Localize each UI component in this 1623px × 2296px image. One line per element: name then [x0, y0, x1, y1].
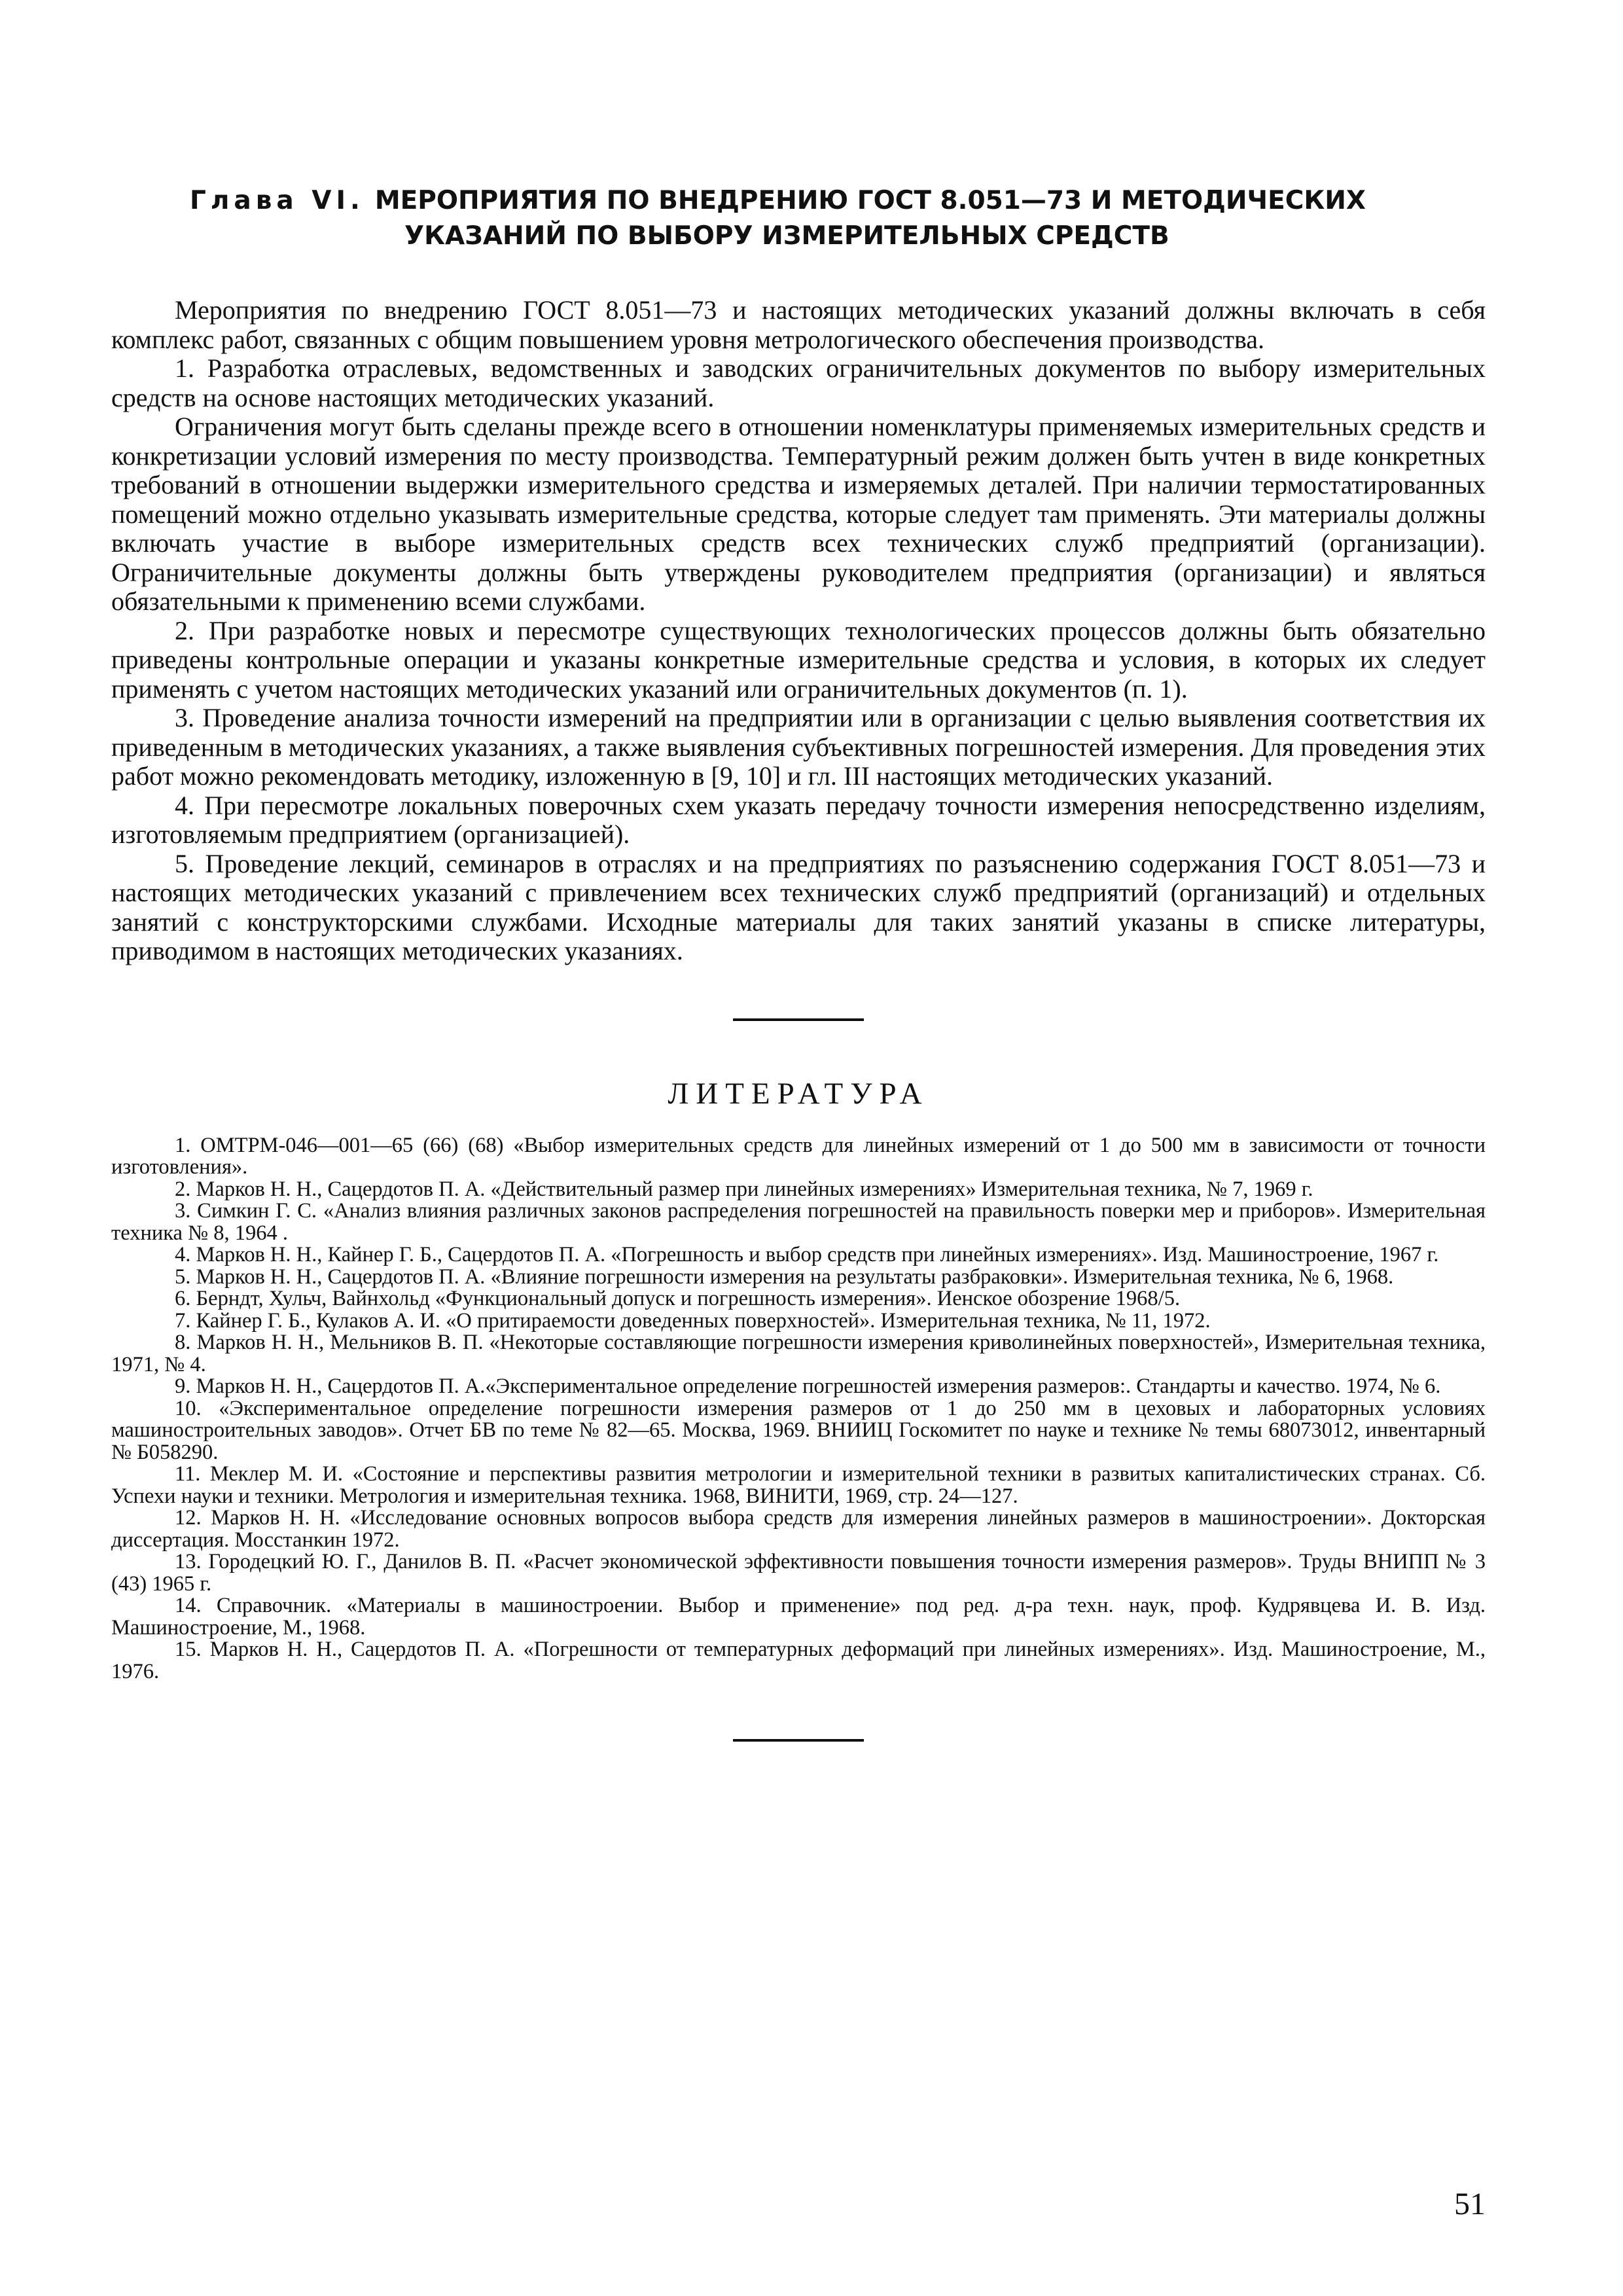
literature-item: 15. Марков Н. Н., Сацердотов П. А. «Погрешности от температурных деформаций при линейных измерениях». Изд. Машиностроение, М., 1976.: [111, 1638, 1486, 1683]
paragraph-item-2: 2. При разработке новых и пересмотре существующих технологических процессов должны быть обязательно приведены контрольные операции и указаны конкретные измерительные средства и условия, в которых их следует применять с учетом настоящих методических указаний или ограничительных документов (п. 1).: [111, 615, 1486, 704]
paragraph-item-4: 4. При пересмотре локальных поверочных схем указать передачу точности измерения непосредственно изделиям, изготовляемым предприятием (организацией).: [111, 790, 1486, 849]
literature-item: 10. «Экспериментальное определение погрешности измерения размеров от 1 до 250 мм в цеховых и лабораторных условиях машиностроительных заводов». Отчет БВ по теме № 82—65. Москва, 1969. ВНИИЦ Госкомитет по науке и технике № темы 68073012, инвентарный № Б058290.: [111, 1396, 1486, 1464]
literature-item: 12. Марков Н. Н. «Исследование основных вопросов выбора средств для измерения линейных размеров в машиностроении». Докторская диссертация. Мосстанкин 1972.: [111, 1506, 1486, 1552]
chapter-label: Глава VI.: [190, 186, 365, 215]
literature-item: 2. Марков Н. Н., Сацердотов П. А. «Действительный размер при линейных измерениях» Измерительная техника, № 7, 1969 г.: [175, 1177, 1313, 1201]
chapter-title-line-2: УКАЗАНИЙ ПО ВЫБОРУ ИЗМЕРИТЕЛЬНЫХ СРЕДСТВ: [404, 221, 1169, 251]
paragraph-item-1: 1. Разработка отраслевых, ведомственных и заводских ограничительных документов по выбору измерительных средств на основе настоящих методических указаний.: [111, 353, 1486, 412]
chapter-heading: [111, 183, 1486, 254]
paragraph-item-1-details: Ограничения могут быть сделаны прежде всего в отношении номенклатуры применяемых измерительных средств и конкретизации условий измерения по месту производства. Температурный режим должен быть учтен в виде конкретных требований в отношении выдержки измерительного средства и измеряемых деталей. При наличии термостатированных помещений можно отдельно указывать измерительные средства, которые следует там применять. Эти материалы должны включать участие в выборе измерительных средств всех технических служб предприятий (организации). Ограничительные документы должны быть утверждены руководителем предприятия (организации) и являться обязательными к применению всеми службами.: [111, 412, 1486, 616]
chapter-title-line-1: МЕРОПРИЯТИЯ ПО ВНЕДРЕНИЮ ГОСТ 8.051—73 И МЕТОДИЧЕСКИХ: [374, 186, 1366, 215]
literature-item: 11. Меклер М. И. «Состояние и перспективы развития метрологии и измерительной техники в развитых капиталистических странах. Сб. Успехи науки и техники. Метрология и измерительная техника. 1968, ВИНИТИ, 1969, стр. 24—127.: [111, 1462, 1486, 1508]
literature-heading: ЛИТЕРАТУРА: [668, 1076, 929, 1111]
end-divider: [733, 1739, 864, 1742]
chapter-body: [111, 296, 1486, 966]
literature-list: [111, 1135, 1486, 1683]
literature-item: 6. Берндт, Хульч, Вайнхольд «Функциональный допуск и погрешность измерения». Иенское обозрение 1968/5.: [175, 1287, 1181, 1310]
literature-item: 9. Марков Н. Н., Сацердотов П. А.«Экспериментальное определение погрешностей измерения размеров:. Стандарты и качество. 1974, № 6.: [175, 1374, 1441, 1398]
literature-item: 3. Симкин Г. С. «Анализ влияния различных законов распределения погрешностей на правильность поверки мер и приборов». Измерительная техника № 8, 1964 .: [111, 1199, 1486, 1245]
literature-item: 5. Марков Н. Н., Сацердотов П. А. «Влияние погрешности измерения на результаты разбраковки». Измерительная техника, № 6, 1968.: [175, 1265, 1394, 1289]
literature-item: 1. ОМТРМ-046—001—65 (66) (68) «Выбор измерительных средств для линейных измерений от 1 до 500 мм в зависимости от точности изготовления».: [111, 1133, 1486, 1179]
literature-item: 13. Городецкий Ю. Г., Данилов В. П. «Расчет экономической эффективности повышения точности измерения размеров». Труды ВНИПП № 3 (43) 1965 г.: [111, 1550, 1486, 1596]
paragraph-intro: Мероприятия по внедрению ГОСТ 8.051—73 и настоящих методических указаний должны включать в себя комплекс работ, связанных с общим повышением уровня метрологического обеспечения производства.: [111, 295, 1486, 354]
literature-item: 14. Справочник. «Материалы в машиностроении. Выбор и применение» под ред. д-ра техн. наук, проф. Кудрявцева И. В. Изд. Машиностроение, М., 1968.: [111, 1594, 1486, 1640]
paragraph-item-5: 5. Проведение лекций, семинаров в отраслях и на предприятиях по разъяснению содержания ГОСТ 8.051—73 и настоящих методических указаний с привлечением всех технических служб предприятий (организаций) и отдельных занятий с конструкторскими службами. Исходные материалы для таких занятий указаны в списке литературы, приводимом в настоящих методических указаниях.: [111, 848, 1486, 965]
paragraph-item-3: 3. Проведение анализа точности измерений на предприятии или в организации с целью выявления соответствия их приведенным в методических указаниях, а также выявления субъективных погрешностей измерения. Для проведения этих работ можно рекомендовать методику, изложенную в [9, 10] и гл. III настоящих методических указаний.: [111, 703, 1486, 791]
section-divider: [733, 1018, 864, 1021]
literature-item: 4. Марков Н. Н., Кайнер Г. Б., Сацердотов П. А. «Погрешность и выбор средств при линейных измерениях». Изд. Машиностроение, 1967 г.: [175, 1243, 1439, 1266]
literature-item: 7. Кайнер Г. Б., Кулаков А. И. «О притираемости доведенных поверхностей». Измерительная техника, № 11, 1972.: [175, 1308, 1211, 1333]
page-number: 51: [1454, 2187, 1486, 2221]
literature-item: 8. Марков Н. Н., Мельников В. П. «Некоторые составляющие погрешности измерения криволинейных поверхностей», Измерительная техника, 1971, № 4.: [111, 1331, 1486, 1376]
